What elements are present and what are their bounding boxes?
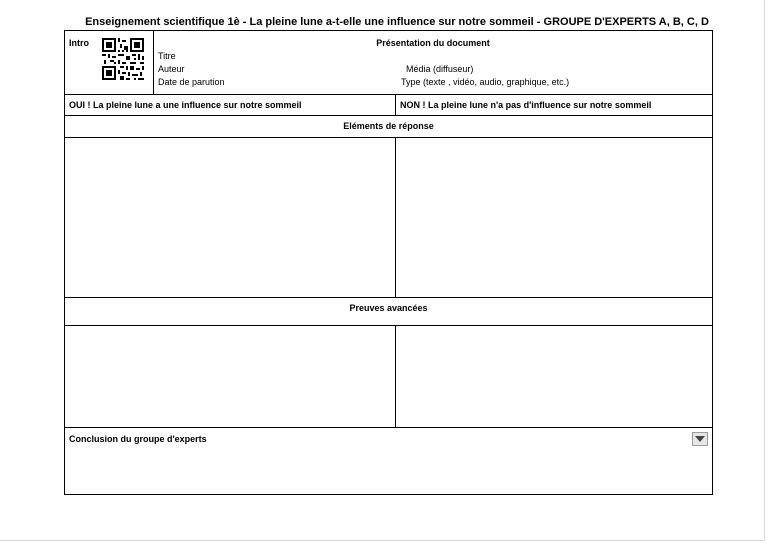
conclusion-label: Conclusion du groupe d'experts [69, 434, 207, 444]
column-header-non: NON ! La pleine lune n'a pas d'influence sur notre sommeil [400, 100, 652, 110]
column-header-oui: OUI ! La pleine lune a une influence sur notre sommeil [69, 100, 302, 110]
qr-code-icon [102, 38, 144, 80]
page-edge [0, 540, 765, 541]
field-media: Média (diffuseur) [406, 64, 474, 74]
field-date: Date de parution [158, 77, 225, 87]
field-titre: Titre [158, 51, 176, 61]
intro-label: Intro [69, 38, 89, 48]
answer-cell-oui[interactable] [65, 138, 395, 297]
conclusion-cell[interactable] [65, 428, 685, 494]
conclusion-dropdown-button[interactable] [692, 432, 708, 446]
section-preuves: Preuves avancées [349, 303, 428, 313]
answer-cell-non[interactable] [396, 138, 712, 297]
evidence-cell-non[interactable] [396, 326, 712, 427]
evidence-cell-oui[interactable] [65, 326, 395, 427]
presentation-heading: Présentation du document [376, 38, 490, 48]
chevron-down-icon [695, 436, 705, 442]
page-edge [764, 0, 765, 540]
document-title: Enseignement scientifique 1è - La pleine lune a-t-elle une influence sur notre sommeil - GROUPE D'EXPERTS A, B, C, D [85, 16, 709, 28]
field-type: Type (texte , vidéo, audio, graphique, etc.) [401, 77, 570, 87]
section-elements-reponse: Eléments de réponse [343, 121, 434, 131]
field-auteur: Auteur [158, 64, 185, 74]
